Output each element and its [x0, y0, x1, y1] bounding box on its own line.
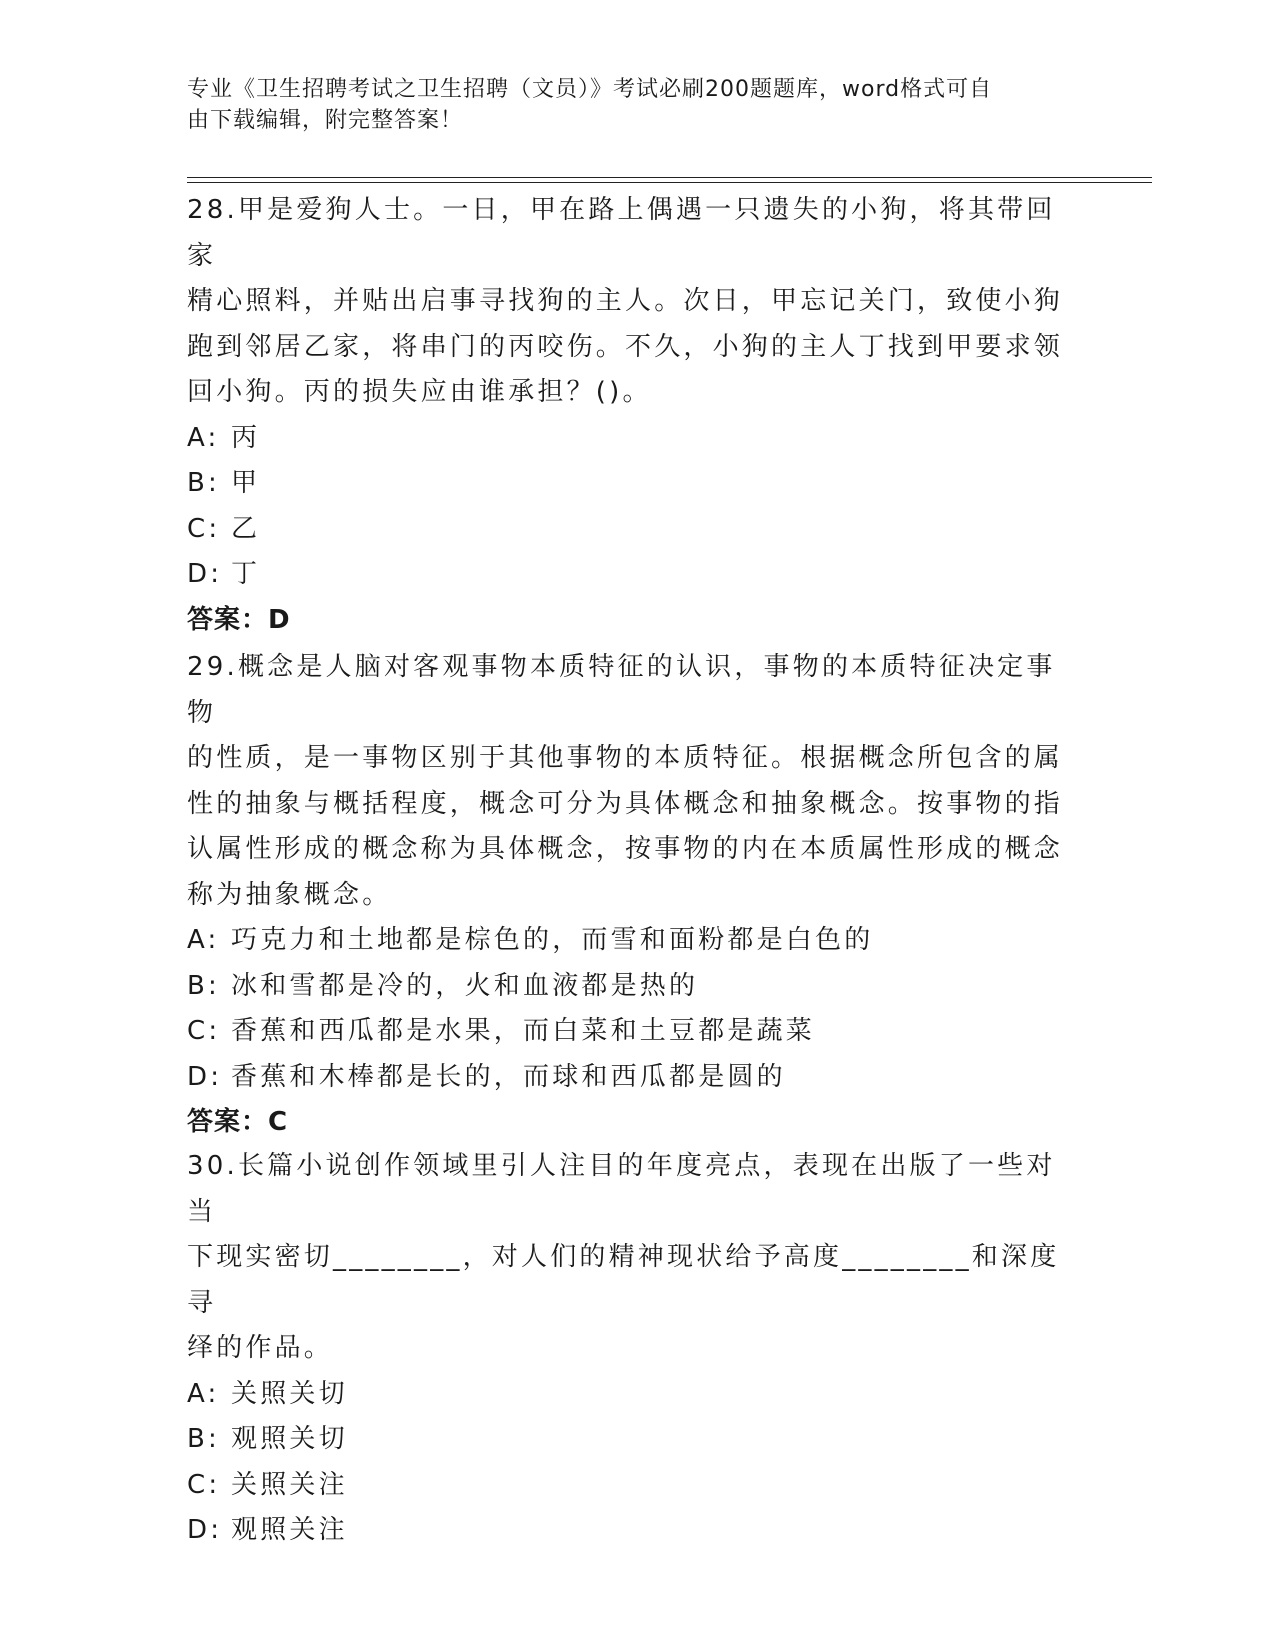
- header-divider-top: [187, 177, 1152, 178]
- option-letter: B:: [187, 468, 220, 498]
- option-letter: C:: [187, 1016, 221, 1046]
- stem-line: 下现实密切________，对人们的精神现状给予高度________和深度寻: [187, 1242, 1060, 1318]
- option-c: [187, 507, 1077, 553]
- option-b: [187, 461, 1077, 507]
- header-line-2: 由下载编辑，附完整答案！: [187, 108, 464, 133]
- question-stem: [187, 645, 1077, 918]
- stem-line: 精心照料，并贴出启事寻找狗的主人。次日，甲忘记关门，致使小狗: [187, 286, 1064, 316]
- option-letter: C:: [187, 513, 221, 544]
- stem-line: 28.甲是爱狗人士。一日，甲在路上偶遇一只遗失的小狗，将其带回家: [187, 195, 1056, 271]
- question-29: [187, 645, 1077, 1146]
- option-letter: A:: [187, 925, 220, 955]
- option-a: [187, 918, 1077, 964]
- option-letter: C:: [187, 1469, 221, 1500]
- option-text: 关照关切: [231, 1378, 348, 1409]
- option-b: [187, 1417, 1077, 1463]
- header-line-1: 专业《卫生招聘考试之卫生招聘（文员）》考试必刷200题题库，word格式可自: [187, 77, 993, 102]
- stem-line: 30.长篇小说创作领域里引人注目的年度亮点，表现在出版了一些对当: [187, 1151, 1056, 1227]
- question-30: [187, 1144, 1077, 1554]
- option-letter: A:: [187, 422, 220, 453]
- option-text: 香蕉和木棒都是长的，而球和西瓜都是圆的: [231, 1061, 786, 1092]
- answer-line: 答案：D: [187, 604, 291, 635]
- option-text: 关照关注: [231, 1469, 348, 1500]
- option-letter: D:: [187, 1515, 223, 1545]
- question-stem: [187, 188, 1077, 416]
- stem-line: 认属性形成的概念称为具体概念，按事物的内在本质属性形成的概念: [187, 834, 1064, 864]
- option-text: 观照关注: [231, 1515, 348, 1545]
- stem-line: 绎的作品。: [187, 1333, 334, 1363]
- option-letter: B:: [187, 970, 220, 1001]
- option-text: 巧克力和土地都是棕色的，而雪和面粉都是白色的: [231, 925, 874, 955]
- option-d: [187, 552, 1077, 598]
- option-a: [187, 1372, 1077, 1418]
- option-text: 香蕉和西瓜都是水果，而白菜和土豆都是蔬菜: [231, 1016, 816, 1046]
- option-text: 观照关切: [231, 1424, 348, 1454]
- option-c: [187, 1463, 1077, 1509]
- header-divider-bottom: [187, 182, 1152, 183]
- document-header: [187, 74, 1087, 136]
- answer-line: 答案：C: [187, 1107, 289, 1137]
- option-text: 丙: [231, 422, 261, 453]
- option-letter: B:: [187, 1424, 220, 1454]
- option-b: [187, 964, 1077, 1010]
- option-letter: A:: [187, 1378, 220, 1409]
- option-a: [187, 416, 1077, 462]
- option-c: [187, 1009, 1077, 1055]
- question-28: [187, 188, 1077, 643]
- stem-line: 称为抽象概念。: [187, 879, 392, 910]
- option-text: 甲: [231, 468, 261, 498]
- option-text: 丁: [231, 559, 261, 589]
- option-letter: D:: [187, 559, 223, 589]
- stem-line: 的性质，是一事物区别于其他事物的本质特征。根据概念所包含的属: [187, 743, 1064, 773]
- stem-line: 性的抽象与概括程度，概念可分为具体概念和抽象概念。按事物的指: [187, 788, 1064, 819]
- option-letter: D:: [187, 1061, 223, 1092]
- option-text: 乙: [231, 513, 261, 544]
- stem-line: 29.概念是人脑对客观事物本质特征的认识，事物的本质特征决定事物: [187, 652, 1056, 728]
- question-stem: [187, 1144, 1077, 1372]
- stem-line: 跑到邻居乙家，将串门的丙咬伤。不久，小狗的主人丁找到甲要求领: [187, 331, 1064, 362]
- option-d: [187, 1508, 1077, 1554]
- option-d: [187, 1055, 1077, 1101]
- option-text: 冰和雪都是冷的，火和血液都是热的: [231, 970, 699, 1001]
- stem-line: 回小狗。丙的损失应由谁承担？()。: [187, 377, 652, 407]
